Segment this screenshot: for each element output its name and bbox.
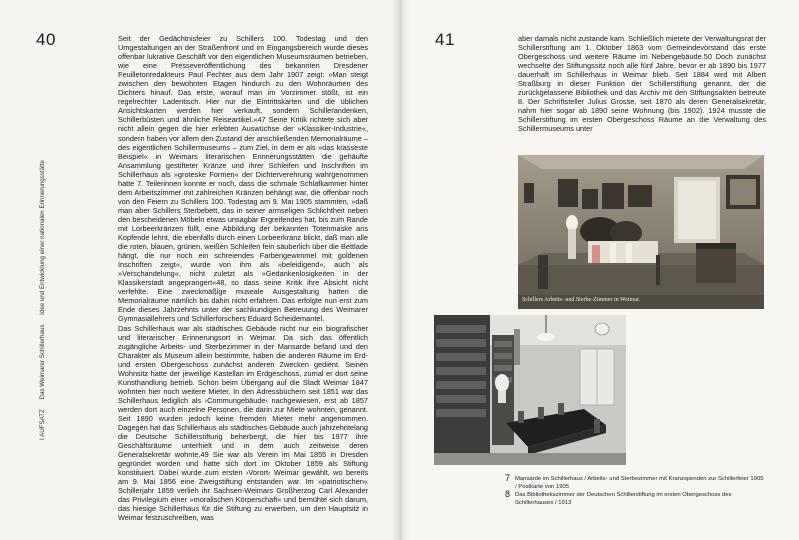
body-text-left [118,34,368,523]
photo-schiller-study [518,155,764,309]
figure-caption-8 [505,489,765,507]
running-head-subtitle: Idee und Entwicklung einer nationalen Erinnerungsstätte [39,160,46,315]
photo-library-room [434,315,626,465]
paragraph: Das Schillerhaus war als städtisches Gebäude nicht nur ein biografischer und literarischer Erinnerungsort in Weimar. Da sich das öffentlich zugängliche Arbeits- und Sterbezimmer in der Mansarde befand und den Charakter als Museum allein bestimmte, haben die anderen Räume im Erd- und ersten Obergeschoss zunächst anderen Zwecken gedient. Seinen Wohnsitz hatte der jeweilige Kastellan im Erdgeschoss, zumal er dort seine Kunsthandlung betrieb. Schon beim Übergang auf die Stadt Weimar 1847 wohnten hier noch weitere Mieter. In den Adressbüchern seit 1851 war das Schillerhaus lediglich als ›Commungebäude‹ nachgewiesen, erst ab 1857 werden dort auch einzelne Personen, die darin zur Miete wohnten, genannt. Seit 1890 wurden jedoch keine fremden Mieter mehr angenommen. Dagegen hat das Schillerhaus als städtisches Gebäude auch jahrzehntelang die Deutsche Schillerstiftung beherbergt, die hier bis 1977 ihre Geschäftsräume unterhielt und in dem auch zeitweise deren Generalsekretär wohnte.49 Sie war als Verein im Mai 1855 in Dresden gegründet worden und hatte sich dort im Oktober 1859 als Stiftung konstituiert. Dabei wurde zum ersten ›Vorort‹ Weimar gewählt, wo bereits am 9. Mai 1856 eine Zweigstiftung entstanden war. Im »patriotischen« Schillerjahr 1859 verlieh ihr Sachsen-Weimars Großherzog Carl Alexander das Privilegium einer »moralischen Körperschaft« und bemühte sich darum, das hiesige Schillerhaus für die Stiftung zu erwerben, um den Hauptsitz in Weimar festzuschreiben, was [118,323,368,523]
figure-number: 8 [505,489,511,499]
photo-study-illustration [518,155,764,309]
photo-inscription: Schillers Arbeits- und Sterbe-Zimmer in Weimar. [522,297,641,303]
figure-caption-7 [505,473,765,491]
running-head-title: Das Weimarer Schillerhaus [39,324,46,400]
right-page [401,0,799,540]
paragraph: aber damals nicht zustande kam. Schließlich mietete der Verwaltungsrat der Schillerstiftung am 1. Oktober 1863 vom Gemeindevorstand das erste Obergeschoss und weitere Räume im Nebengebäude.50 Doch zunächst wechselte der Stiftungssitz noch alle fünf Jahre, bevor er ab 1890 bis 1977 dauerhaft im Schillerhaus in Weimar blieb. Seit 1884 wird mit Albert Straßburg in dieser Funktion der Schillerstiftung genannt, der die zurückgelassene Bibliothek und das Archiv mit den Stiftungsakten betreute 8. Der Schriftsteller Julius Grosse, seit 1870 als deren Generalsekretär, nahm hier sogar ab 1890 seine Wohnung (bis 1902). 1924 musste die Schillerstiftung im ersten Obergeschoss Räume an die Verwaltung des Schillermuseums unter [518,34,766,134]
running-head-section: I AUFSATZ [39,409,46,440]
paragraph: Seit der Gedächtnisfeier zu Schillers 100. Todestag und den Umgestaltungen an der Straßenfront und im Eingangsbereich wurde dieses offenbar lukrative Geschäft vor den eigentlichen Museumsräumen betrieben, wie eine Presseveröffentlichung des bekannten Dresdener Feuilletonredakteurs Paul Fechter aus dem Jahr 1907 zeigt: »Man steigt zwischen den bewohnten Etagen hindurch zu den Wohnräumen des Dichters hinauf. Das erste, worauf man im Vorzimmer stößt, ist ein regelrechter Ladentisch. Hier nur die Eintrittskarten und die üblichen Ansichtskarten werden hier verkauft, sondern Schillerandenken, Schillerbüsten und ähnliche Reiseartikel.«47 Seine Kritik richtete sich aber nicht allein gegen die hier erlebten Auswüchse der »Klassiker-Industrie«, sondern haben vor allem den Zustand der anschließenden Memorialräume – des eigentlichen Schillermuseums – zum Ziel, in dem er als »das krasseste Beispiel« in Weimars literarischen Erinnerungsstätten die gehäufte Ansammlung gestifteter Kränze und ihrer Schleifen und Inschriften im Schillerhaus als »groteske Formen« der Dichterverehrung wahrgenommen hatte 7. Teilerinnen konnte er noch, dass die schmale Schlafkammer hinter dem Arbeitszimmer mit zahlreichen Kränzen behängt war, die offenbar noch von den Feiern zu Schillers 100. Todestag am 9. Mai 1905 stammten, »daß man aber Schillers Sterbebett, das in seiner armseligen Schlichtheit neben den bescheidenen Möbeln etwas unsagbar Ergreifendes hat, bis zum Rande mit Lorbeerkränzen füllt, eine Abbildung der bekannten Totenmaske ans Kopfende lehnt, die ebenfalls durch einen Lorbeerkranz blickt, daß man alle die roten, blauen, grünen, weißen Schleifen fein säuberlich über die Bettlade hängt, die nur noch ein schreiendes Farbengewimmel mit goldenen Inschriften zeigt«, wurde von ihm als »beleidigend«, auch als »Verschandelung«, nicht zuletzt als »Gedankenlosigkeiten in der Klassikerstadt angeprangert«48, so dass seine Kritik ihre Absicht nicht verfehlte. Eine zweckmäßige museale Ausgestaltung hatten die Memorialräume nämlich bis dahin nicht erfahren. Das erfolgte nun erst zum Ende dieses Jahrzehnts unter der sachkundigen Betreuung des Weimarer Gymnasiallehrers und Schillerforschers Eduard Scheidemantel. [118,34,368,324]
body-text-right [518,34,766,134]
page-number-left: 40 [36,30,56,49]
page-number-right: 41 [435,30,455,49]
book-gutter [392,0,410,540]
caption-text: Mansarde im Schillerhaus / Arbeits- und Sterbezimmer mit Kranzspenden zur Schillerfeier 1905 / Postkarte von 1905 [515,476,764,490]
figure-number: 7 [505,473,511,483]
photo-library-illustration [434,315,626,465]
caption-text: Das Bibliothekszimmer der Deutschen Schillerstiftung im ersten Obergeschoss des Schillerhauses / 1913 [515,492,732,506]
